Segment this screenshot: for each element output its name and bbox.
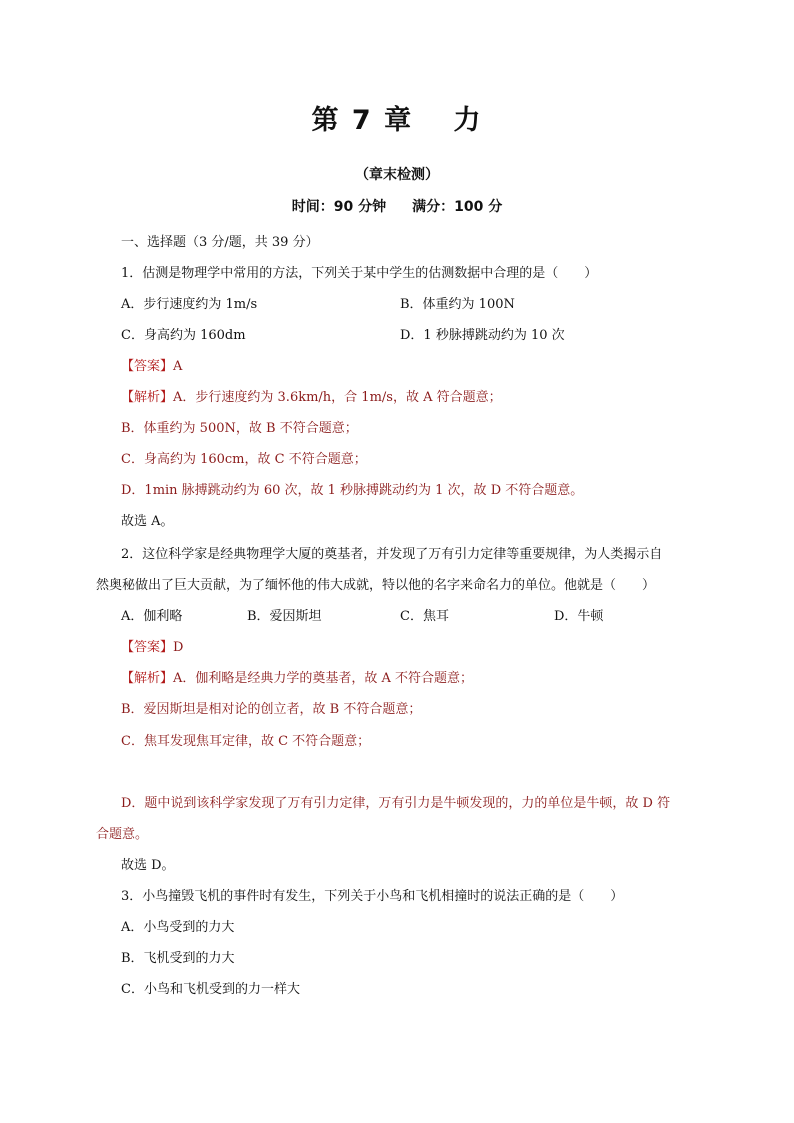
q1-analysis-4: D．1min 脉搏跳动约为 60 次，故 1 秒脉搏跳动约为 1 次，故 D 不符合题意。 <box>121 483 584 498</box>
answer-value: D <box>173 640 184 655</box>
q2-answer <box>121 638 183 658</box>
analysis-text: A．步行速度约为 3.6km/h，合 1m/s，故 A 符合题意； <box>173 390 502 405</box>
analysis-tag: 【解析】 <box>121 671 174 686</box>
q3-option-c: C．小鸟和飞机受到的力一样大 <box>121 982 300 997</box>
analysis-tag: 【解析】 <box>121 390 174 405</box>
q1-analysis-1 <box>121 388 502 408</box>
answer-value: A <box>173 359 183 374</box>
q3-option-b: B．飞机受到的力大 <box>121 951 235 966</box>
q1-option-d: D．1 秒脉搏跳动约为 10 次 <box>400 328 565 343</box>
q2-option-d: D．牛顿 <box>554 609 604 624</box>
q1-analysis-2: B．体重约为 500N，故 B 不符合题意； <box>121 421 358 436</box>
chapter-title: 第 7 章 力 <box>311 105 483 136</box>
q3-stem: 3．小鸟撞毁飞机的事件时有发生，下列关于小鸟和飞机相撞时的说法正确的是（ ） <box>121 889 624 904</box>
q2-stem-line2: 然奥秘做出了巨大贡献，为了缅怀他的伟大成就，特以他的名字来命名力的单位。他就是（ ） <box>96 578 656 593</box>
q1-choose: 故选 A。 <box>121 514 174 529</box>
q2-analysis-2: B．爱因斯坦是相对论的创立者，故 B 不符合题意； <box>121 702 422 717</box>
q1-option-b: B．体重约为 100N <box>400 297 515 312</box>
answer-tag: 【答案】 <box>121 640 174 655</box>
q2-stem-line1: 2．这位科学家是经典物理学大厦的奠基者，并发现了万有引力定律等重要规律，为人类揭示自 <box>121 547 663 562</box>
q2-analysis-1 <box>121 669 473 689</box>
q2-analysis-4-line2: 合题意。 <box>96 827 149 842</box>
q1-answer <box>121 357 182 377</box>
section-heading: 一、选择题（3 分/题，共 39 分） <box>121 235 319 250</box>
chapter-subtitle: （章末检测） <box>355 167 439 183</box>
q2-analysis-3: C．焦耳发现焦耳定律，故 C 不符合题意； <box>121 734 371 749</box>
q3-option-a: A．小鸟受到的力大 <box>121 920 235 935</box>
exam-meta <box>0 196 794 216</box>
q1-option-c: C．身高约为 160dm <box>121 328 246 343</box>
q1-option-a: A．步行速度约为 1m/s <box>121 297 258 312</box>
q2-choose: 故选 D。 <box>121 858 175 873</box>
analysis-text: A．伽利略是经典力学的奠基者，故 A 不符合题意； <box>173 671 474 686</box>
q2-option-b: B．爱因斯坦 <box>247 609 322 624</box>
answer-tag: 【答案】 <box>121 359 174 374</box>
q2-option-c: C．焦耳 <box>400 609 449 624</box>
exam-time: 时间：90 分钟 <box>291 199 387 215</box>
q2-analysis-4-line1: D．题中说到该科学家发现了万有引力定律，万有引力是牛顿发现的，力的单位是牛顿，故 D 符 <box>121 796 671 811</box>
q2-option-a: A．伽利略 <box>121 609 183 624</box>
q1-stem: 1．估测是物理学中常用的方法，下列关于某中学生的估测数据中合理的是（ ） <box>121 266 598 281</box>
exam-score: 满分：100 分 <box>412 199 503 215</box>
q1-analysis-3: C．身高约为 160cm，故 C 不符合题意； <box>121 452 367 467</box>
